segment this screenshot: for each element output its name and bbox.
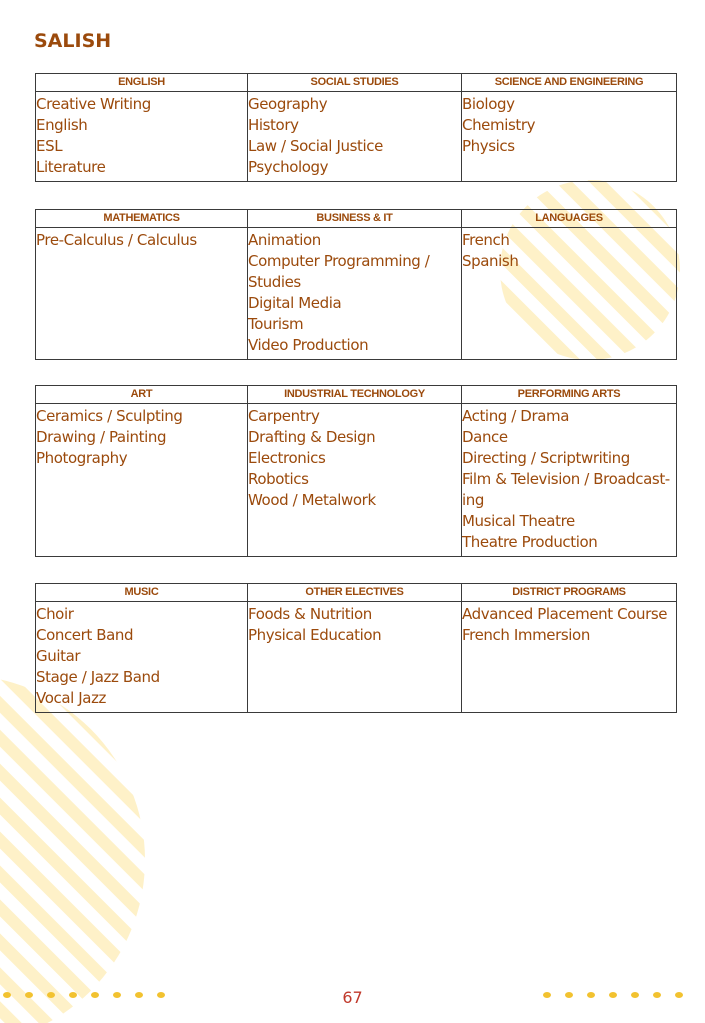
course-item: Psychology [248, 158, 329, 176]
course-item: Directing / Scriptwriting [462, 449, 630, 467]
header-other-electives: OTHER ELECTIVES [248, 584, 462, 602]
course-item: Law / Social Justice [248, 137, 383, 155]
course-item: Musical Theatre [462, 512, 575, 530]
course-item: Robotics [248, 470, 309, 488]
course-item: Digital Media [248, 294, 342, 312]
cell-other-electives [248, 602, 462, 713]
course-item: Ceramics / Sculpting [36, 407, 183, 425]
cell-industrial-technology [248, 404, 462, 557]
course-table-1 [35, 73, 677, 182]
cell-science-engineering [462, 92, 677, 182]
course-item: Drawing / Painting [36, 428, 167, 446]
course-item: Stage / Jazz Band [36, 668, 160, 686]
course-item: ESL [36, 137, 63, 155]
course-item: Advanced Placement Course [462, 605, 668, 623]
page-number: 67 [342, 988, 363, 1007]
header-industrial-technology: INDUSTRIAL TECHNOLOGY [248, 386, 462, 404]
cell-english [36, 92, 248, 182]
cell-district-programs [462, 602, 677, 713]
decorative-dot [675, 992, 683, 998]
course-item: Animation [248, 231, 321, 249]
course-item: Electronics [248, 449, 326, 467]
course-item: Tourism [248, 315, 304, 333]
course-item: Spanish [462, 252, 519, 270]
course-item: Photography [36, 449, 128, 467]
course-item: Literature [36, 158, 106, 176]
course-item: Dance [462, 428, 508, 446]
header-business-it: BUSINESS & IT [248, 210, 462, 228]
course-item: Chemistry [462, 116, 536, 134]
course-item: Geography [248, 95, 328, 113]
course-item: Studies [248, 273, 301, 291]
course-table-3 [35, 385, 677, 557]
cell-business-it [248, 228, 462, 360]
course-item: Choir [36, 605, 74, 623]
decorative-dot [565, 992, 573, 998]
course-item: Video Production [248, 336, 369, 354]
decorative-dots-right [543, 992, 683, 1000]
course-item: Pre-Calculus / Calculus [36, 231, 197, 249]
course-item: History [248, 116, 299, 134]
cell-mathematics [36, 228, 248, 360]
header-performing-arts: PERFORMING ARTS [462, 386, 677, 404]
course-item: English [36, 116, 88, 134]
course-item: French [462, 231, 510, 249]
course-table-2 [35, 209, 677, 360]
course-item: Physical Education [248, 626, 382, 644]
course-item: Concert Band [36, 626, 134, 644]
course-item: Acting / Drama [462, 407, 570, 425]
course-item: ing [462, 491, 484, 509]
header-social-studies: SOCIAL STUDIES [248, 74, 462, 92]
decorative-dot [543, 992, 551, 998]
header-music: MUSIC [36, 584, 248, 602]
stripe-circle-bottom-left [0, 660, 160, 1023]
course-item: Creative Writing [36, 95, 151, 113]
course-item: Theatre Production [462, 533, 598, 551]
course-table-4 [35, 583, 677, 713]
cell-languages [462, 228, 677, 360]
course-item: French Immersion [462, 626, 590, 644]
course-item: Guitar [36, 647, 81, 665]
decorative-dot [631, 992, 639, 998]
header-art: ART [36, 386, 248, 404]
header-english: ENGLISH [36, 74, 248, 92]
course-item: Drafting & Design [248, 428, 376, 446]
decorative-dot [653, 992, 661, 998]
course-item: Computer Programming / [248, 252, 430, 270]
course-item: Film & Television / Broadcast- [462, 470, 670, 488]
cell-social-studies [248, 92, 462, 182]
header-district-programs: DISTRICT PROGRAMS [462, 584, 677, 602]
cell-performing-arts [462, 404, 677, 557]
header-science-engineering: SCIENCE AND ENGINEERING [462, 74, 677, 92]
course-item: Vocal Jazz [36, 689, 107, 707]
course-item: Wood / Metalwork [248, 491, 376, 509]
course-item: Physics [462, 137, 515, 155]
course-item: Carpentry [248, 407, 320, 425]
cell-music [36, 602, 248, 713]
header-languages: LANGUAGES [462, 210, 677, 228]
page-title: SALISH [34, 30, 112, 52]
header-mathematics: MATHEMATICS [36, 210, 248, 228]
course-item: Biology [462, 95, 515, 113]
cell-art [36, 404, 248, 557]
course-item: Foods & Nutrition [248, 605, 372, 623]
decorative-dot [587, 992, 595, 998]
decorative-dot [609, 992, 617, 998]
